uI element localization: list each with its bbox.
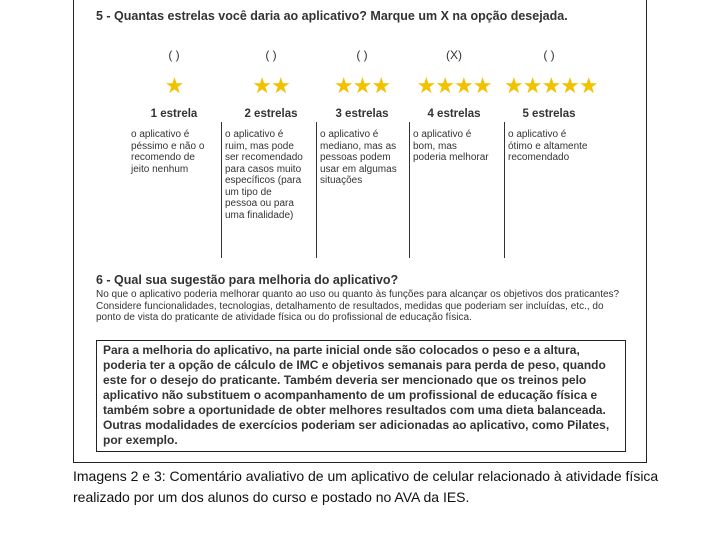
rating-label: 3 estrelas [335, 108, 389, 120]
rating-label: 5 estrelas [522, 108, 576, 120]
column-divider [221, 122, 222, 258]
rating-label: 2 estrelas [244, 108, 298, 120]
rating-description: o aplicativo é bom, mas poderia melhorar [413, 129, 489, 163]
rating-description: o aplicativo é péssimo e não o recomendo de jeito nenhum [131, 129, 205, 175]
option-checkbox: ( ) [356, 48, 368, 62]
star-icon: ★★★ [333, 73, 391, 98]
column-divider [409, 122, 410, 258]
column-divider [316, 122, 317, 258]
option-checkbox: ( ) [168, 48, 180, 62]
star-icon: ★★★★★ [504, 73, 598, 98]
star-icon: ★★★★ [416, 73, 492, 98]
figure-caption: Imagens 2 e 3: Comentário avaliativo de um aplicativo de celular relacionado à atividade física realizado por um dos alunos do curso e postado no AVA da IES. [73, 468, 659, 505]
column-divider [504, 122, 505, 258]
rating-description: o aplicativo é ruim, mas pode ser recomendado para casos muito específicos (para um tipo de pessoa ou para uma finalidade) [225, 129, 303, 221]
star-icon: ★ [164, 73, 184, 98]
survey-form-scan [73, 0, 647, 463]
option-checkbox: ( ) [543, 48, 555, 62]
rating-option-5 [504, 48, 598, 120]
rating-option-2 [226, 48, 316, 120]
option-checkbox: ( ) [265, 48, 277, 62]
question-5-title: 5 - Quantas estrelas você daria ao aplicativo? Marque um X na opção desejada. [96, 9, 568, 23]
question-6-title: 6 - Qual sua sugestão para melhoria do aplicativo? [96, 273, 399, 287]
question-6-description: No que o aplicativo poderia melhorar quanto ao uso ou quanto às funções para alcançar os objetivos dos praticantes? Considere funcionalidades, tecnologias, detalhamento de resultados, medidas que poderiam ser incluídas, etc., do ponto de vista do praticante de atividade física ou do profissional de educação física. [96, 289, 620, 323]
rating-label: 4 estrelas [427, 108, 481, 120]
option-checkbox: (X) [446, 48, 462, 62]
rating-option-1 [129, 48, 219, 120]
rating-description: o aplicativo é mediano, mas as pessoas podem usar em algumas situações [320, 129, 397, 186]
answer-box: Para a melhoria do aplicativo, na parte inicial onde são colocados o peso e a altura, poderia ter a opção de cálculo de IMC e objetivos semanais para perda de peso, quando este for o desejo do praticante. Também deveria ser mencionado que os treinos pelo aplicativo não substituem o acompanhamento de um profissional de educação física e também sobre a oportunidade de obter melhores resultados com uma dieta balanceada. Outras modalidades de exercícios poderiam ser adicionadas ao aplicativo, como Pilates, por exemplo. [96, 340, 626, 452]
rating-description: o aplicativo é ótimo e altamente recomendado [508, 129, 588, 163]
rating-label: 1 estrela [150, 108, 198, 120]
rating-option-3 [317, 48, 407, 120]
star-icon: ★★ [252, 73, 290, 98]
rating-option-4 [409, 48, 499, 120]
